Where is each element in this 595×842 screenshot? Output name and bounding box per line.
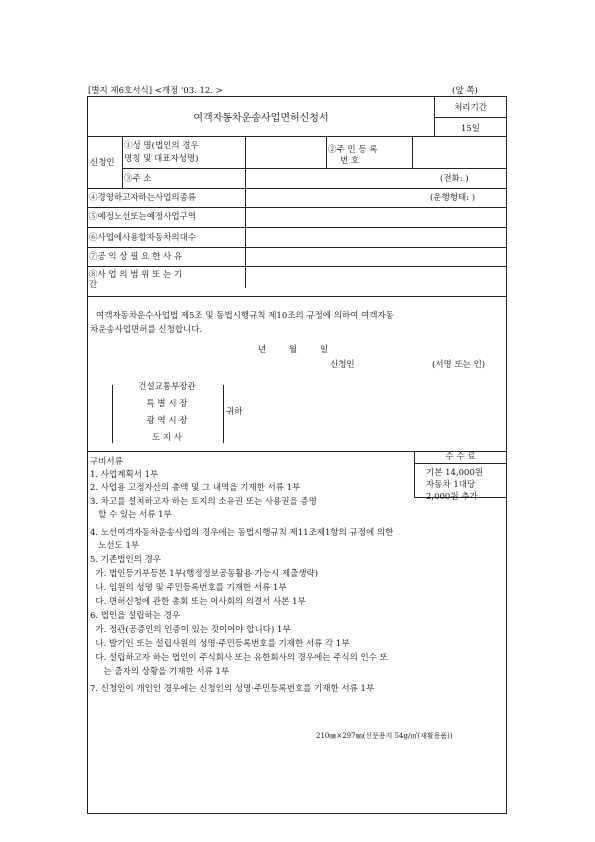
processing-period-value: 15일 — [460, 124, 481, 134]
route-area-label: ⑤예정노선또는예정사업구역 — [89, 212, 197, 222]
document-item: 2. 사업용 고정자산의 총액 및 그 내역을 기재한 서류 1부 — [90, 483, 301, 493]
statement-line2: 차운송사업면허를 신청합니다. — [90, 325, 203, 335]
addressee-line-province: 도 지 사 — [151, 433, 183, 443]
statement-line1: 여객자동차운수사업법 제5조 및 동법시행규칙 제10조의 규정에 의하여 여객자동 — [96, 311, 394, 321]
fee-per-vehicle-label: 자동차 1대당 — [426, 480, 476, 490]
document-item: 1. 사업계획서 1부 — [90, 470, 159, 480]
document-item: 나. 발기인 또는 설립사원의 성명·주민등록번호를 기재한 서류 각 1부 — [90, 639, 350, 649]
statement-date: 년 월 일 — [258, 345, 329, 355]
document-item: 다. 설립하고자 하는 법인이 주식회사 또는 유한회사의 경우에는 주식의 인수 또 — [90, 653, 388, 663]
documents-title: 구비서류 — [90, 457, 123, 467]
business-type-label: ④경영하고자하는사업의종류 — [89, 193, 197, 203]
addressee-line-special-city: 특 별 시 장 — [146, 399, 188, 409]
statement-applicant: 신청인 — [330, 360, 355, 370]
id-label-line1: ②주 민 등 록 — [328, 145, 378, 155]
addressee-suffix: 귀하 — [226, 407, 243, 417]
processing-period-label: 처리기간 — [454, 103, 487, 113]
scope-period-label-line2: 간 — [89, 280, 98, 290]
addressee-line-metro-city: 광 역 시 장 — [146, 416, 188, 426]
document-item: 나. 임원의 성명 및 주민등록번호를 기재한 서류 1부 — [90, 583, 287, 593]
id-label-line2: 번 호 — [340, 156, 360, 166]
applicant-group-label: 신청인 — [90, 158, 115, 168]
document-item: 6. 법인을 설립하는 경우 — [90, 611, 181, 621]
document-item: 7. 신청인이 개인인 경우에는 신청인의 성명·주민등록번호를 기재한 서류 1부 — [90, 684, 375, 694]
address-label: ③주 소 — [124, 174, 152, 184]
operation-form-label: (운행형태: ) — [430, 193, 476, 203]
document-item: 다. 면허신청에 관한 총회 또는 이사회의 의결서 사본 1부 — [90, 597, 306, 607]
scope-period-label-line1: ⑧사 업 의 범 위 또 는 기 — [89, 270, 183, 280]
document-item: 4. 노선여객자동차운송사업의 경우에는 동법시행규칙 제11조제1항의 규정에 의한 — [90, 528, 394, 538]
name-label-line2: 명칭 및 대표자성명) — [124, 154, 199, 164]
public-reason-label: ⑦공 익 상 필 요 한 사 유 — [89, 252, 183, 262]
phone-label: (전화: ) — [440, 174, 469, 184]
addressee-line-ministry: 건설교통부장관 — [138, 382, 196, 392]
document-item: 가. 정관(공증인의 인증이 있는 것이어야 합니다) 1부 — [90, 625, 291, 635]
form-reference: [별지 제6호서식] <개정 '03. 12. > — [88, 86, 223, 96]
paper-spec-footer: 210㎜×297㎜(신문용지 54g/㎡(재활용품)) — [316, 732, 453, 740]
form-title: 여객자동차운송사업면허신청서 — [193, 112, 329, 124]
fee-per-vehicle-amount: 2,000원 추가 — [426, 492, 478, 502]
document-item: 는 출자의 상황을 기재한 서류 1부 — [90, 667, 230, 677]
document-item: 3. 차고를 설치하고자 하는 토지의 소유권 또는 사용권을 증명 — [90, 497, 317, 507]
statement-sign: (서명 또는 인) — [432, 360, 486, 370]
page-side-label: (앞 쪽) — [452, 86, 478, 96]
fee-base: 기본 14,000원 — [426, 468, 484, 478]
document-item: 가. 법인등기부등본 1부(행정정보공동활용 가능시 제출생략) — [90, 569, 319, 579]
vehicle-count-label: ⑥사업에사용할자동차의대수 — [89, 233, 197, 243]
name-label-line1: ①성 명(법인의 경우 — [124, 141, 199, 151]
document-item: 5. 기존법인의 경우 — [90, 555, 161, 565]
document-item: 노선도 1부 — [90, 541, 140, 551]
document-item: 할 수 있는 서류 1부 — [90, 510, 172, 520]
fee-title: 수 수 료 — [445, 452, 476, 462]
